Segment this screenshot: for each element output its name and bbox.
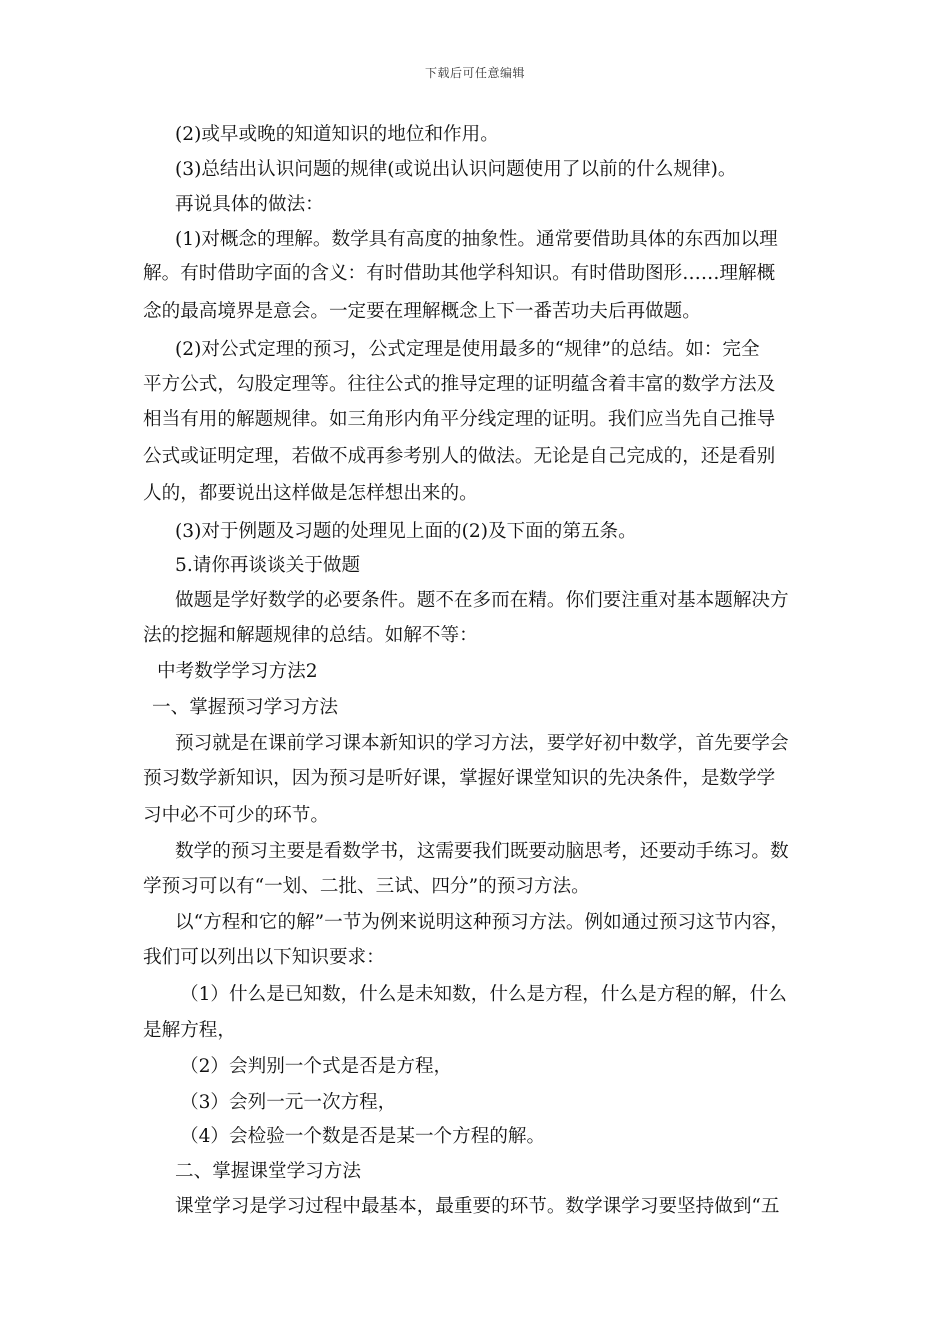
paragraph-line: 做题是学好数学的必要条件。题不在多而在精。你们要注重对基本题解决方 [175,590,789,611]
paragraph-line: 相当有用的解题规律。如三角形内角平分线定理的证明。我们应当先自己推导 [143,409,776,430]
paragraph-line: 预习数学新知识，因为预习是听好课，掌握好课堂知识的先决条件，是数学学 [143,768,776,789]
paragraph-line: 法的挖掘和解题规律的总结。如解不等： [143,625,478,646]
paragraph-line: （4）会检验一个数是否是某一个方程的解。 [180,1126,546,1147]
paragraph-line: （1）什么是已知数，什么是未知数，什么是方程，什么是方程的解，什么 [180,984,787,1005]
paragraph-line: 是解方程， [143,1020,236,1041]
paragraph-line: 学预习可以有“一划、二批、三试、四分”的预习方法。 [143,876,590,897]
paragraph-line: 再说具体的做法： [175,194,324,215]
paragraph-line: 5.请你再谈谈关于做题 [175,555,361,576]
paragraph-line: 中考数学学习方法2 [157,661,318,682]
paragraph-line: 解。有时借助字面的含义：有时借助其他学科知识。有时借助图形……理解概 [143,263,776,284]
page-header: 下载后可任意编辑 [424,66,525,80]
paragraph-line: (2)或早或晚的知道知识的地位和作用。 [175,124,499,145]
paragraph-line: 课堂学习是学习过程中最基本，最重要的环节。数学课学习要坚持做到“五 [175,1196,780,1217]
paragraph-line: (3)对于例题及习题的处理见上面的(2)及下面的第五条。 [175,521,637,542]
paragraph-line: (3)总结出认识问题的规律(或说出认识问题使用了以前的什么规律)。 [175,159,737,180]
paragraph-line: 习中必不可少的环节。 [143,805,329,826]
paragraph-line: 数学的预习主要是看数学书，这需要我们既要动脑思考，还要动手练习。数 [175,841,789,862]
paragraph-line: (1)对概念的理解。数学具有高度的抽象性。通常要借助具体的东西加以理 [175,229,778,250]
paragraph-line: 二、掌握课堂学习方法 [175,1161,361,1182]
paragraph-line: 平方公式，勾股定理等。往往公式的推导定理的证明蕴含着丰富的数学方法及 [143,374,776,395]
paragraph-line: (2)对公式定理的预习，公式定理是使用最多的“规律”的总结。如：完全 [175,339,760,360]
paragraph-line: （2）会判别一个式是否是方程， [180,1056,453,1077]
paragraph-line: 人的，都要说出这样做是怎样想出来的。 [143,483,478,504]
paragraph-line: （3）会列一元一次方程， [180,1092,397,1113]
paragraph-line: 预习就是在课前学习课本新知识的学习方法，要学好初中数学，首先要学会 [175,733,789,754]
paragraph-line: 我们可以列出以下知识要求： [143,947,385,968]
paragraph-line: 以“方程和它的解”一节为例来说明这种预习方法。例如通过预习这节内容， [175,912,790,933]
paragraph-line: 公式或证明定理，若做不成再参考别人的做法。无论是自己完成的，还是看别 [143,446,776,467]
paragraph-line: 一、掌握预习学习方法 [152,697,338,718]
paragraph-line: 念的最高境界是意会。一定要在理解概念上下一番苦功夫后再做题。 [143,301,701,322]
